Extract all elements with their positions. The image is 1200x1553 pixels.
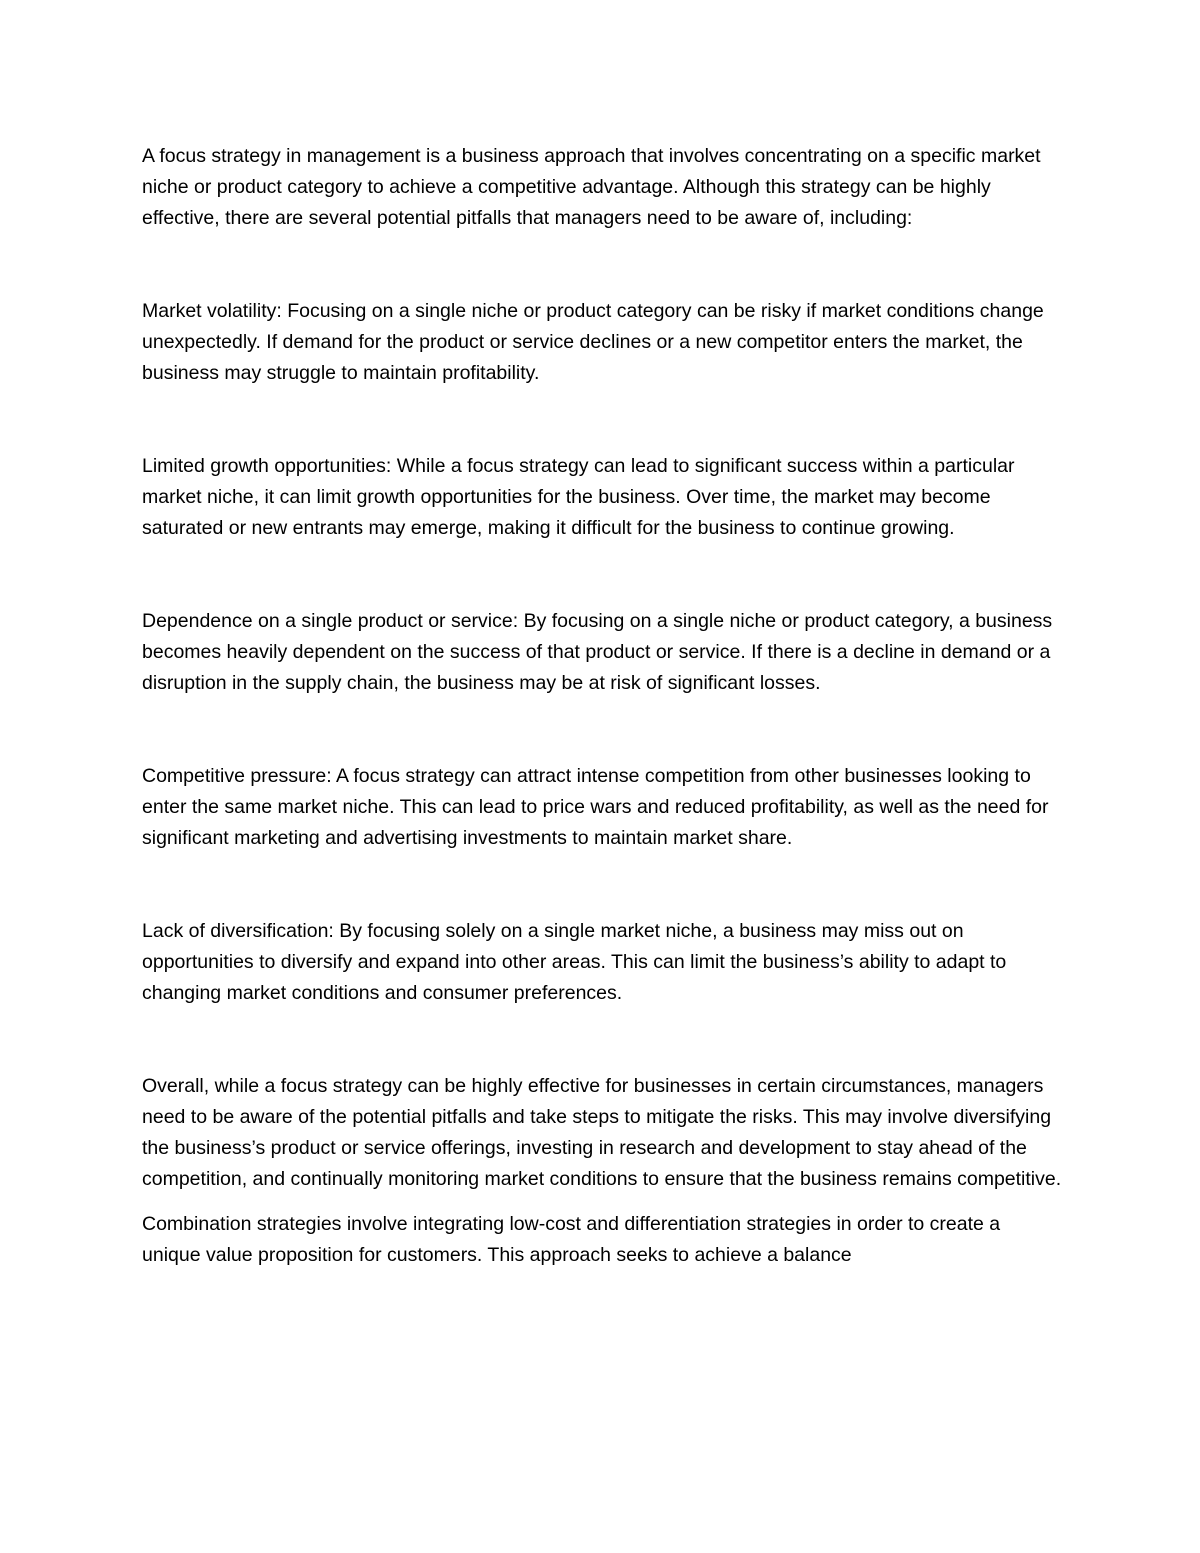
- document-body: [142, 141, 1062, 1271]
- paragraph-market-volatility: Market volatility: Focusing on a single niche or product category can be risky if market conditions change unexpectedly. If demand for the product or service declines or a new competitor enters the market, the business may struggle to maintain profitability.: [142, 300, 1044, 384]
- paragraph-intro: A focus strategy in management is a business approach that involves concentrating on a specific market niche or product category to achieve a competitive advantage. Although this strategy can be highly effective, there are several potential pitfalls that managers need to be aware of, including:: [142, 145, 1041, 229]
- paragraph-dependence: Dependence on a single product or service: By focusing on a single niche or product category, a business becomes heavily dependent on the success of that product or service. If there is a decline in demand or a disruption in the supply chain, the business may be at risk of significant losses.: [142, 610, 1053, 694]
- paragraph-combination-strategies: Combination strategies involve integrating low-cost and differentiation strategies in order to create a unique value proposition for customers. This approach seeks to achieve a balance: [142, 1213, 1001, 1266]
- paragraph-overall: Overall, while a focus strategy can be highly effective for businesses in certain circumstances, managers need to be aware of the potential pitfalls and take steps to mitigate the risks. This may involve diversifying the business’s product or service offerings, investing in research and development to stay ahead of the competition, and continually monitoring market conditions to ensure that the business remains competitive.: [142, 1075, 1062, 1190]
- paragraph-limited-growth: Limited growth opportunities: While a focus strategy can lead to significant success within a particular market niche, it can limit growth opportunities for the business. Over time, the market may become saturated or new entrants may emerge, making it difficult for the business to continue growing.: [142, 455, 1015, 539]
- paragraph-competitive-pressure: Competitive pressure: A focus strategy can attract intense competition from other businesses looking to enter the same market niche. This can lead to price wars and reduced profitability, as well as the need for significant marketing and advertising investments to maintain market share.: [142, 765, 1049, 849]
- paragraph-lack-of-diversification: Lack of diversification: By focusing solely on a single market niche, a business may miss out on opportunities to diversify and expand into other areas. This can limit the business’s ability to adapt to changing market conditions and consumer preferences.: [142, 920, 1007, 1004]
